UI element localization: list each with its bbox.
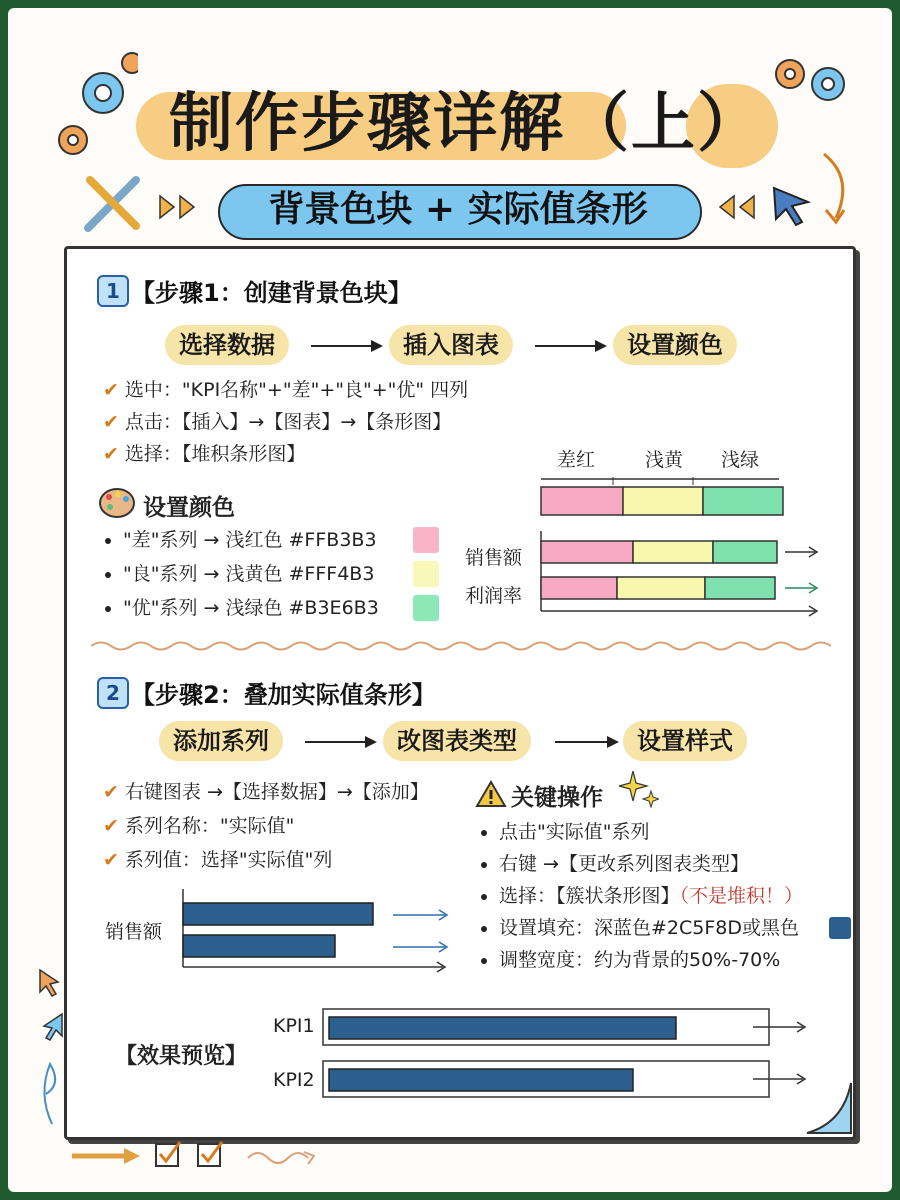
preview-actual-bar-2 [329, 1069, 633, 1091]
bar-profit-green [705, 577, 775, 599]
page-curl [803, 1079, 853, 1137]
check-icon: ✔ [103, 379, 119, 401]
double-chevron-right-icon [156, 192, 206, 222]
content-card [64, 246, 856, 1140]
page-title: 制作步骤详解（上） [169, 87, 763, 161]
step1-flow-3: 设置颜色 [613, 325, 737, 365]
step1-title: 【步骤1：创建背景色块】 [131, 279, 412, 307]
check-icon: ✔ [103, 781, 119, 803]
gear-icon [48, 48, 138, 168]
step2-number: 2 [97, 677, 129, 709]
step1-flow-1: 选择数据 [165, 325, 289, 365]
step1-check-2: ✔ 点击：【插入】→【图表】→【条形图】 [103, 411, 452, 433]
key-item-5: 调整宽度：约为背景的50%-70% [481, 945, 780, 975]
key-note: （不是堆积！） [679, 885, 804, 907]
step1-flow-2: 插入图表 [389, 325, 513, 365]
color-item-2: "良"系列 → 浅黄色 #FFF4B3 [105, 559, 374, 589]
bar-sales-red [541, 541, 633, 563]
step2-check-3: ✔ 系列值：选择"实际值"列 [103, 849, 333, 871]
dark-blue-swatch [829, 917, 851, 939]
step2-check-1: ✔ 右键图表 →【选择数据】→【添加】 [103, 781, 429, 803]
legend-bar-yellow [623, 487, 703, 515]
green-swatch [413, 595, 439, 621]
step1-check-1: ✔ 选中："KPI名称"+"差"+"良"+"优" 四列 [103, 379, 469, 401]
check-icon: ✔ [103, 849, 119, 871]
wrench-screwdriver-icon [78, 168, 148, 238]
step2-flow-3: 设置样式 [623, 721, 747, 761]
double-chevron-left-icon [708, 192, 758, 222]
step2-title: 【步骤2：叠加实际值条形】 [131, 681, 436, 709]
color-heading: 设置颜色 [143, 495, 235, 521]
mini-bar-2 [183, 935, 335, 957]
legend-bar-red [541, 487, 623, 515]
side-arrows-icon [32, 964, 72, 1134]
warning-icon [475, 779, 507, 809]
page-subtitle: 背景色块 + 实际值条形 [268, 189, 648, 230]
key-item-2: 右键 →【更改系列图表类型】 [481, 849, 749, 879]
key-heading: 关键操作 [511, 785, 603, 811]
bar-profit-yellow [617, 577, 705, 599]
step2-check-2: ✔ 系列名称："实际值" [103, 815, 295, 837]
preview-row-label-1: KPI1 [273, 1015, 315, 1037]
mini-chart-label: 销售额 [105, 921, 163, 943]
flow-arrow [555, 741, 617, 743]
check-icon: ✔ [103, 411, 119, 433]
step2-flow-2: 改图表类型 [383, 721, 531, 761]
bar-sales-green [713, 541, 777, 563]
bar-sales-yellow [633, 541, 713, 563]
wavy-divider [91, 639, 831, 653]
step1-check-3: ✔ 选择：【堆积条形图】 [103, 443, 306, 465]
sparkle-icon [619, 767, 659, 811]
preview-chart [321, 1005, 821, 1105]
row-label-sales: 销售额 [465, 547, 523, 569]
key-item-4: 设置填充：深蓝色#2C5F8D或黑色 [481, 913, 799, 943]
step2-mini-chart [177, 885, 457, 981]
preview-actual-bar-1 [329, 1017, 676, 1039]
bar-profit-red [541, 577, 617, 599]
preview-label: 【效果预览】 [115, 1044, 248, 1069]
bottom-decoration [68, 1138, 348, 1178]
step2-flow-1: 添加系列 [159, 721, 283, 761]
flow-arrow [535, 345, 605, 347]
preview-row-label-2: KPI2 [273, 1069, 315, 1091]
check-icon: ✔ [103, 815, 119, 837]
key-item-1: 点击"实际值"系列 [481, 817, 649, 847]
step1-number: 1 [97, 275, 129, 307]
red-swatch [413, 527, 439, 553]
legend-bar-green [703, 487, 783, 515]
step1-illustration [533, 471, 853, 621]
key-item-3: 选择：【簇状条形图】（不是堆积！） [481, 881, 803, 911]
color-item-3: "优"系列 → 浅绿色 #B3E6B3 [105, 593, 379, 623]
mini-bar-1 [183, 903, 373, 925]
legend-label-3: 浅绿 [721, 449, 760, 471]
palette-icon [97, 485, 137, 521]
color-item-1: "差"系列 → 浅红色 #FFB3B3 [105, 525, 377, 555]
yellow-swatch [413, 561, 439, 587]
legend-label-1: 差红 [557, 449, 596, 471]
flow-arrow [305, 741, 375, 743]
flow-arrow [311, 345, 381, 347]
title-block [126, 78, 806, 170]
cursor-arrow-icon [770, 184, 814, 228]
curved-arrow-icon [816, 148, 860, 228]
infographic-page [8, 8, 892, 1192]
row-label-profit: 利润率 [465, 585, 523, 607]
legend-label-2: 浅黄 [645, 449, 684, 471]
check-icon: ✔ [103, 443, 119, 465]
